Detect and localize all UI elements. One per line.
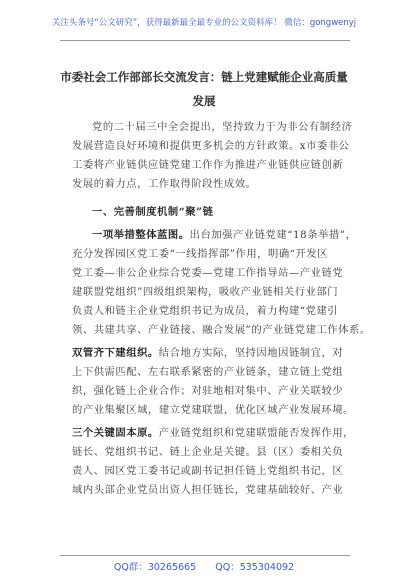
paragraph-heading: 三个关键固本原。 (72, 427, 159, 439)
paragraph-line: 上下供需匹配、左右联系紧密的产业链条，建立链上党组 (72, 366, 344, 378)
paragraph-line: 责人、园区党工委书记或副书记担任链上党组织书记，区 (72, 465, 344, 477)
paragraph-text: 结合地方实际，坚持因地因链制宜，对 (158, 347, 344, 359)
paragraph-line: 织，强化链上企业合作；对驻地相对集中、产业关联较少 (72, 385, 344, 397)
paragraph-line: 建联盟党组织”四级组织架构，吸收产业链相关行业部门 (72, 286, 339, 298)
paragraph-heading: 双管齐下建组织。 (72, 347, 159, 359)
paragraph-line: 链长、党组织书记、链上企业是关键。县（区）委相关负 (72, 446, 344, 458)
doc-title-line2: 发展 (192, 94, 216, 108)
paragraph-text: 出台加强产业链党建“18条举措”， (189, 229, 357, 241)
paragraph-text: 产业链党组织和党建联盟能否发挥作用， (158, 427, 355, 439)
paragraph-line: 领、共建共享、产业链接、融合发展”的产业链党建工作体系。 (72, 324, 371, 336)
footer-contact (0, 559, 408, 573)
paragraph-line: 的产业集聚区域，建立党建联盟，优化区域产业发展环境。 (72, 404, 355, 416)
paragraph-heading: 一项举措整体蓝图。 (92, 229, 190, 241)
header-notice: 关注头条号“公文研究”，获得最新最全最专业的公文资料库！ 微信：gongwenyj (51, 18, 357, 28)
paragraph-line (72, 346, 348, 360)
paragraph-line: 充分发挥园区党工委“一线指挥部”作用，明确“开发区 (72, 248, 329, 260)
intro-line: 工委将产业链供应链党建工作作为推进产业链供应链创新 (72, 159, 344, 171)
paragraph-line: 负责人和链主企业党组织书记为成员，着力构建“党建引 (72, 305, 339, 317)
footer-qq: QQ：535304092 (215, 562, 295, 573)
footer-divider (60, 555, 350, 556)
doc-title-line1: 市委社会工作部部长交流发言：链上党建赋能企业高质量 (60, 70, 348, 84)
footer-qq-group: QQ群：30265665 (113, 562, 197, 573)
paragraph-line (92, 228, 357, 242)
intro-line: 发展营造良好环境和提供更多机会的方针政策。x市委非公 (72, 140, 350, 152)
paragraph-line: 党工委—非公企业综合党委—党建工作指导站—产业链党 (72, 267, 344, 279)
intro-line: 发展的着力点，工作取得阶段性成效。 (72, 178, 257, 190)
header-divider (60, 40, 350, 41)
paragraph-line: 域内头部企业党员出资人担任链长，党建基础较好、产业 (72, 484, 344, 496)
section-heading: 一、完善制度机制“聚”链 (92, 206, 214, 218)
intro-line: 党的二十届三中全会提出，坚持致力于为非公有制经济 (92, 121, 353, 133)
paragraph-line (72, 426, 355, 440)
